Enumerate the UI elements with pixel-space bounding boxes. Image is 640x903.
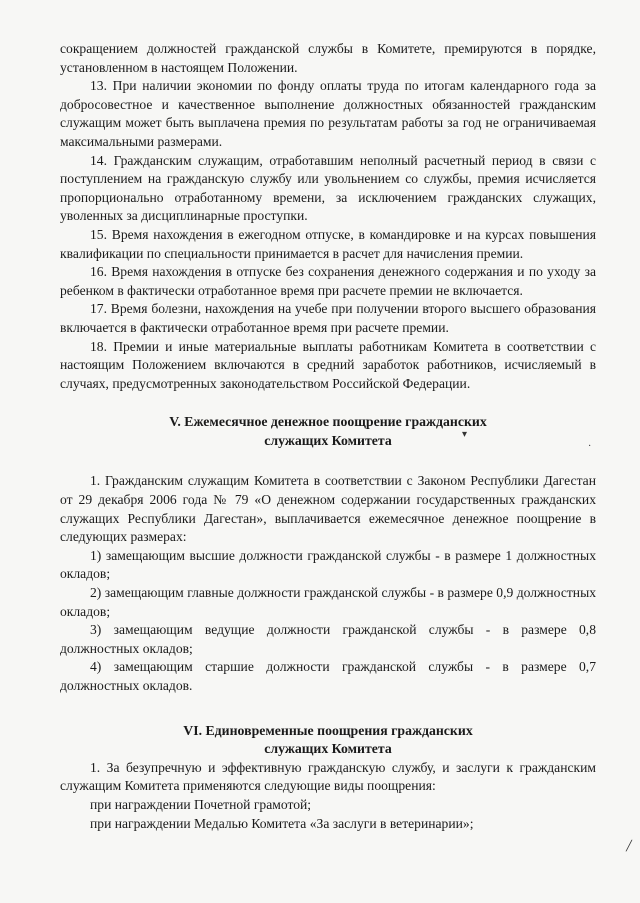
paragraph-16: 16. Время нахождения в отпуске без сохранения денежного содержания и по уходу за ребенком в фактически отработанное время при расчете премии не включается. <box>60 264 596 298</box>
section-5-heading <box>60 413 596 450</box>
section-5-item-2: 2) замещающим главные должности гражданской службы - в размере 0,9 должностных окладов; <box>60 585 596 619</box>
continuation-paragraph: сокращением должностей гражданской службы в Комитете, премируются в порядке, установленном в настоящем Положении. <box>60 41 596 75</box>
paragraph-13: 13. При наличии экономии по фонду оплаты труда по итогам календарного года за добросовестное и качественное выполнение должностных обязанностей гражданским служащим может быть выплачена премия по результатам работы за год не ограничиваемая максимальными размерами. <box>60 78 596 149</box>
section-6-item-1: при награждении Почетной грамотой; <box>90 796 312 812</box>
section-6-intro: 1. За безупречную и эффективную гражданскую службу, и заслуги к гражданским служащим Комитета применяются следующие виды поощрения: <box>60 759 596 794</box>
paragraph-18: 18. Премии и иные материальные выплаты работникам Комитета в соответствии с настоящим Положением включаются в средний заработок работников, исчисляемый в случаях, предусмотренных законодательством Российской Федерации. <box>60 338 596 391</box>
section-6-item-2: при награждении Медалью Комитета «За заслуги в ветеринарии»; <box>90 815 474 831</box>
scan-speck: ╱ <box>626 841 633 852</box>
section-6-heading <box>60 722 596 759</box>
section-5-intro: 1. Гражданским служащим Комитета в соответствии с Законом Республики Дагестан от 29 декабря 2006 года № 79 «О денежном содержании государственных гражданских служащих Республики Дагестан», выплачивается ежемесячное денежное поощрение в следующих размерах: <box>60 473 596 545</box>
paragraph-17: 17. Время болезни, нахождения на учебе при получении второго высшего образования включается в фактически отработанное время при расчете премии. <box>60 301 596 335</box>
section-5-heading-line2: служащих Комитета <box>264 432 392 448</box>
scan-speck: · <box>588 441 592 452</box>
section-5-item-3: 3) замещающим ведущие должности гражданской службы - в размере 0,8 должностных окладов; <box>60 622 596 656</box>
section-5-heading-line1: V. Ежемесячное денежное поощрение гражданских <box>169 414 487 430</box>
section-5-item-4: 4) замещающим старшие должности гражданской службы - в размере 0,7 должностных окладов. <box>60 659 596 693</box>
section-6-heading-line2: служащих Комитета <box>264 741 392 757</box>
paragraph-14: 14. Гражданским служащим, отработавшим неполный расчетный период в связи с поступлением на гражданскую службу или увольнением со службы, премия исчисляется пропорционально отработанному времени, за исключением гражданских служащих, уволенных за дисциплинарные проступки. <box>60 152 596 224</box>
section-6-heading-line1: VI. Единовременные поощрения гражданских <box>183 722 473 738</box>
scan-speck: ▾ <box>462 429 468 440</box>
paragraph-15: 15. Время нахождения в ежегодном отпуске, в командировке и на курсах повышения квалификации по специальности принимается в расчет для начисления премии. <box>60 226 596 261</box>
section-5-item-1: 1) замещающим высшие должности гражданской службы - в размере 1 должностных окладов; <box>60 547 596 582</box>
